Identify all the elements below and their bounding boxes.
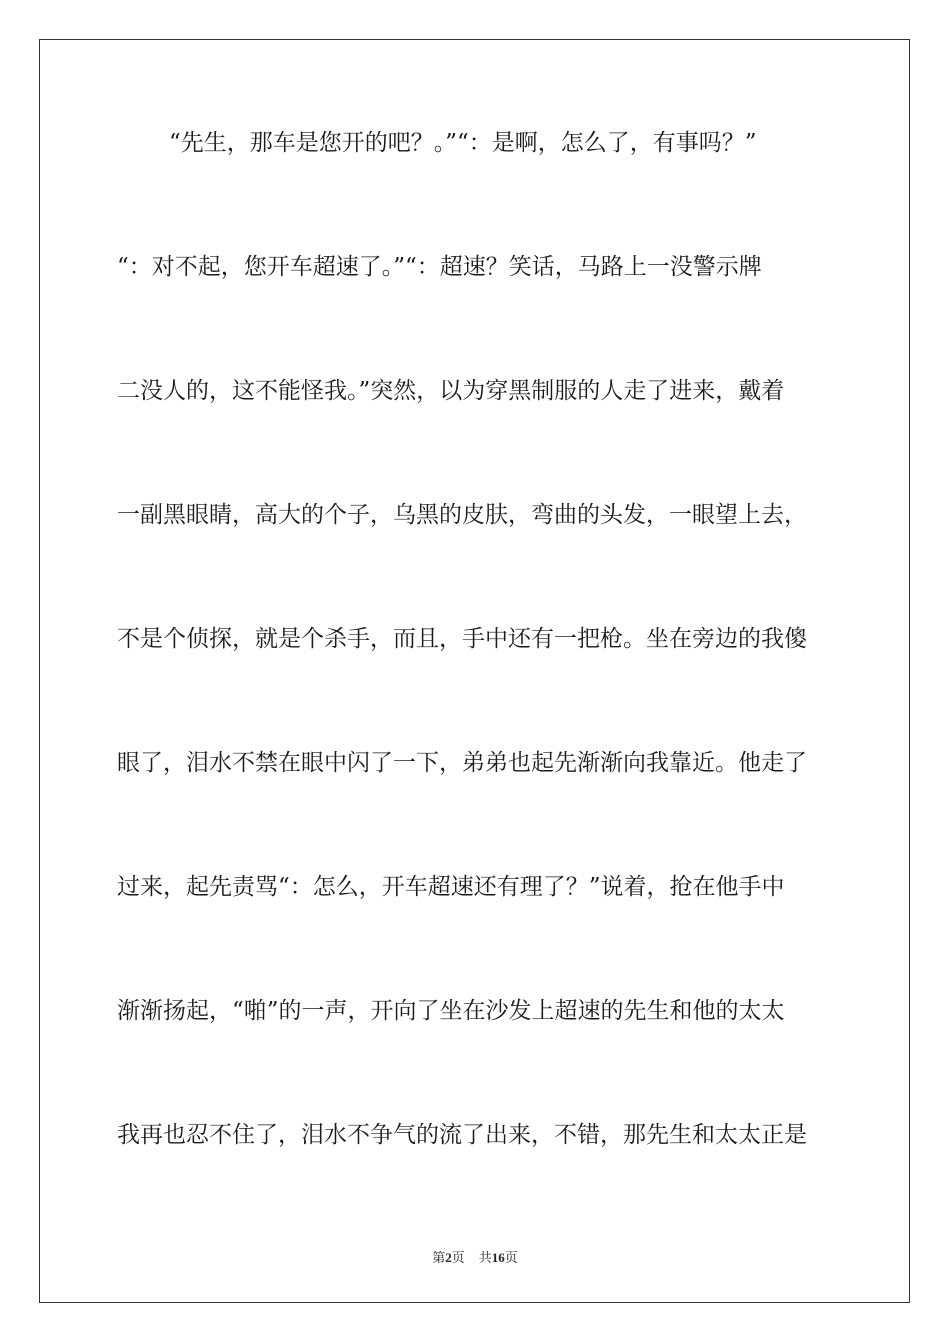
- text-line: “：对不起，您开车超速了。”“：超速？笑话，马路上一没警示牌: [117, 254, 762, 280]
- page-footer: [0, 1247, 950, 1266]
- page-label-suffix: 页: [451, 1250, 465, 1265]
- document-body: [117, 112, 833, 1228]
- total-pages: 16: [491, 1250, 505, 1265]
- total-label-suffix: 页: [504, 1250, 518, 1265]
- text-line: 一副黑眼睛，高大的个子，乌黑的皮肤，弯曲的头发，一眼望上去，: [117, 502, 807, 528]
- text-line: “先生，那车是您开的吧？。”“：是啊，怎么了，有事吗？”: [169, 130, 757, 156]
- text-line: 二没人的，这不能怪我。”突然，以为穿黑制服的人走了进来，戴着: [117, 378, 785, 404]
- text-line: 我再也忍不住了，泪水不争气的流了出来，不错，那先生和太太正是: [117, 1122, 807, 1148]
- text-line: 不是个侦探，就是个杀手，而且，手中还有一把枪。坐在旁边的我傻: [117, 626, 807, 652]
- text-line: 过来，起先责骂“：怎么，开车超速还有理了？”说着，抢在他手中: [117, 874, 785, 900]
- page-number: 2: [445, 1250, 452, 1265]
- page-label-prefix: 第: [432, 1250, 446, 1265]
- text-line: 渐渐扬起，“啪”的一声，开向了坐在沙发上超速的先生和他的太太: [117, 998, 785, 1024]
- total-label-prefix: 共: [478, 1250, 492, 1265]
- text-line: 眼了，泪水不禁在眼中闪了一下，弟弟也起先渐渐向我靠近。他走了: [117, 750, 807, 776]
